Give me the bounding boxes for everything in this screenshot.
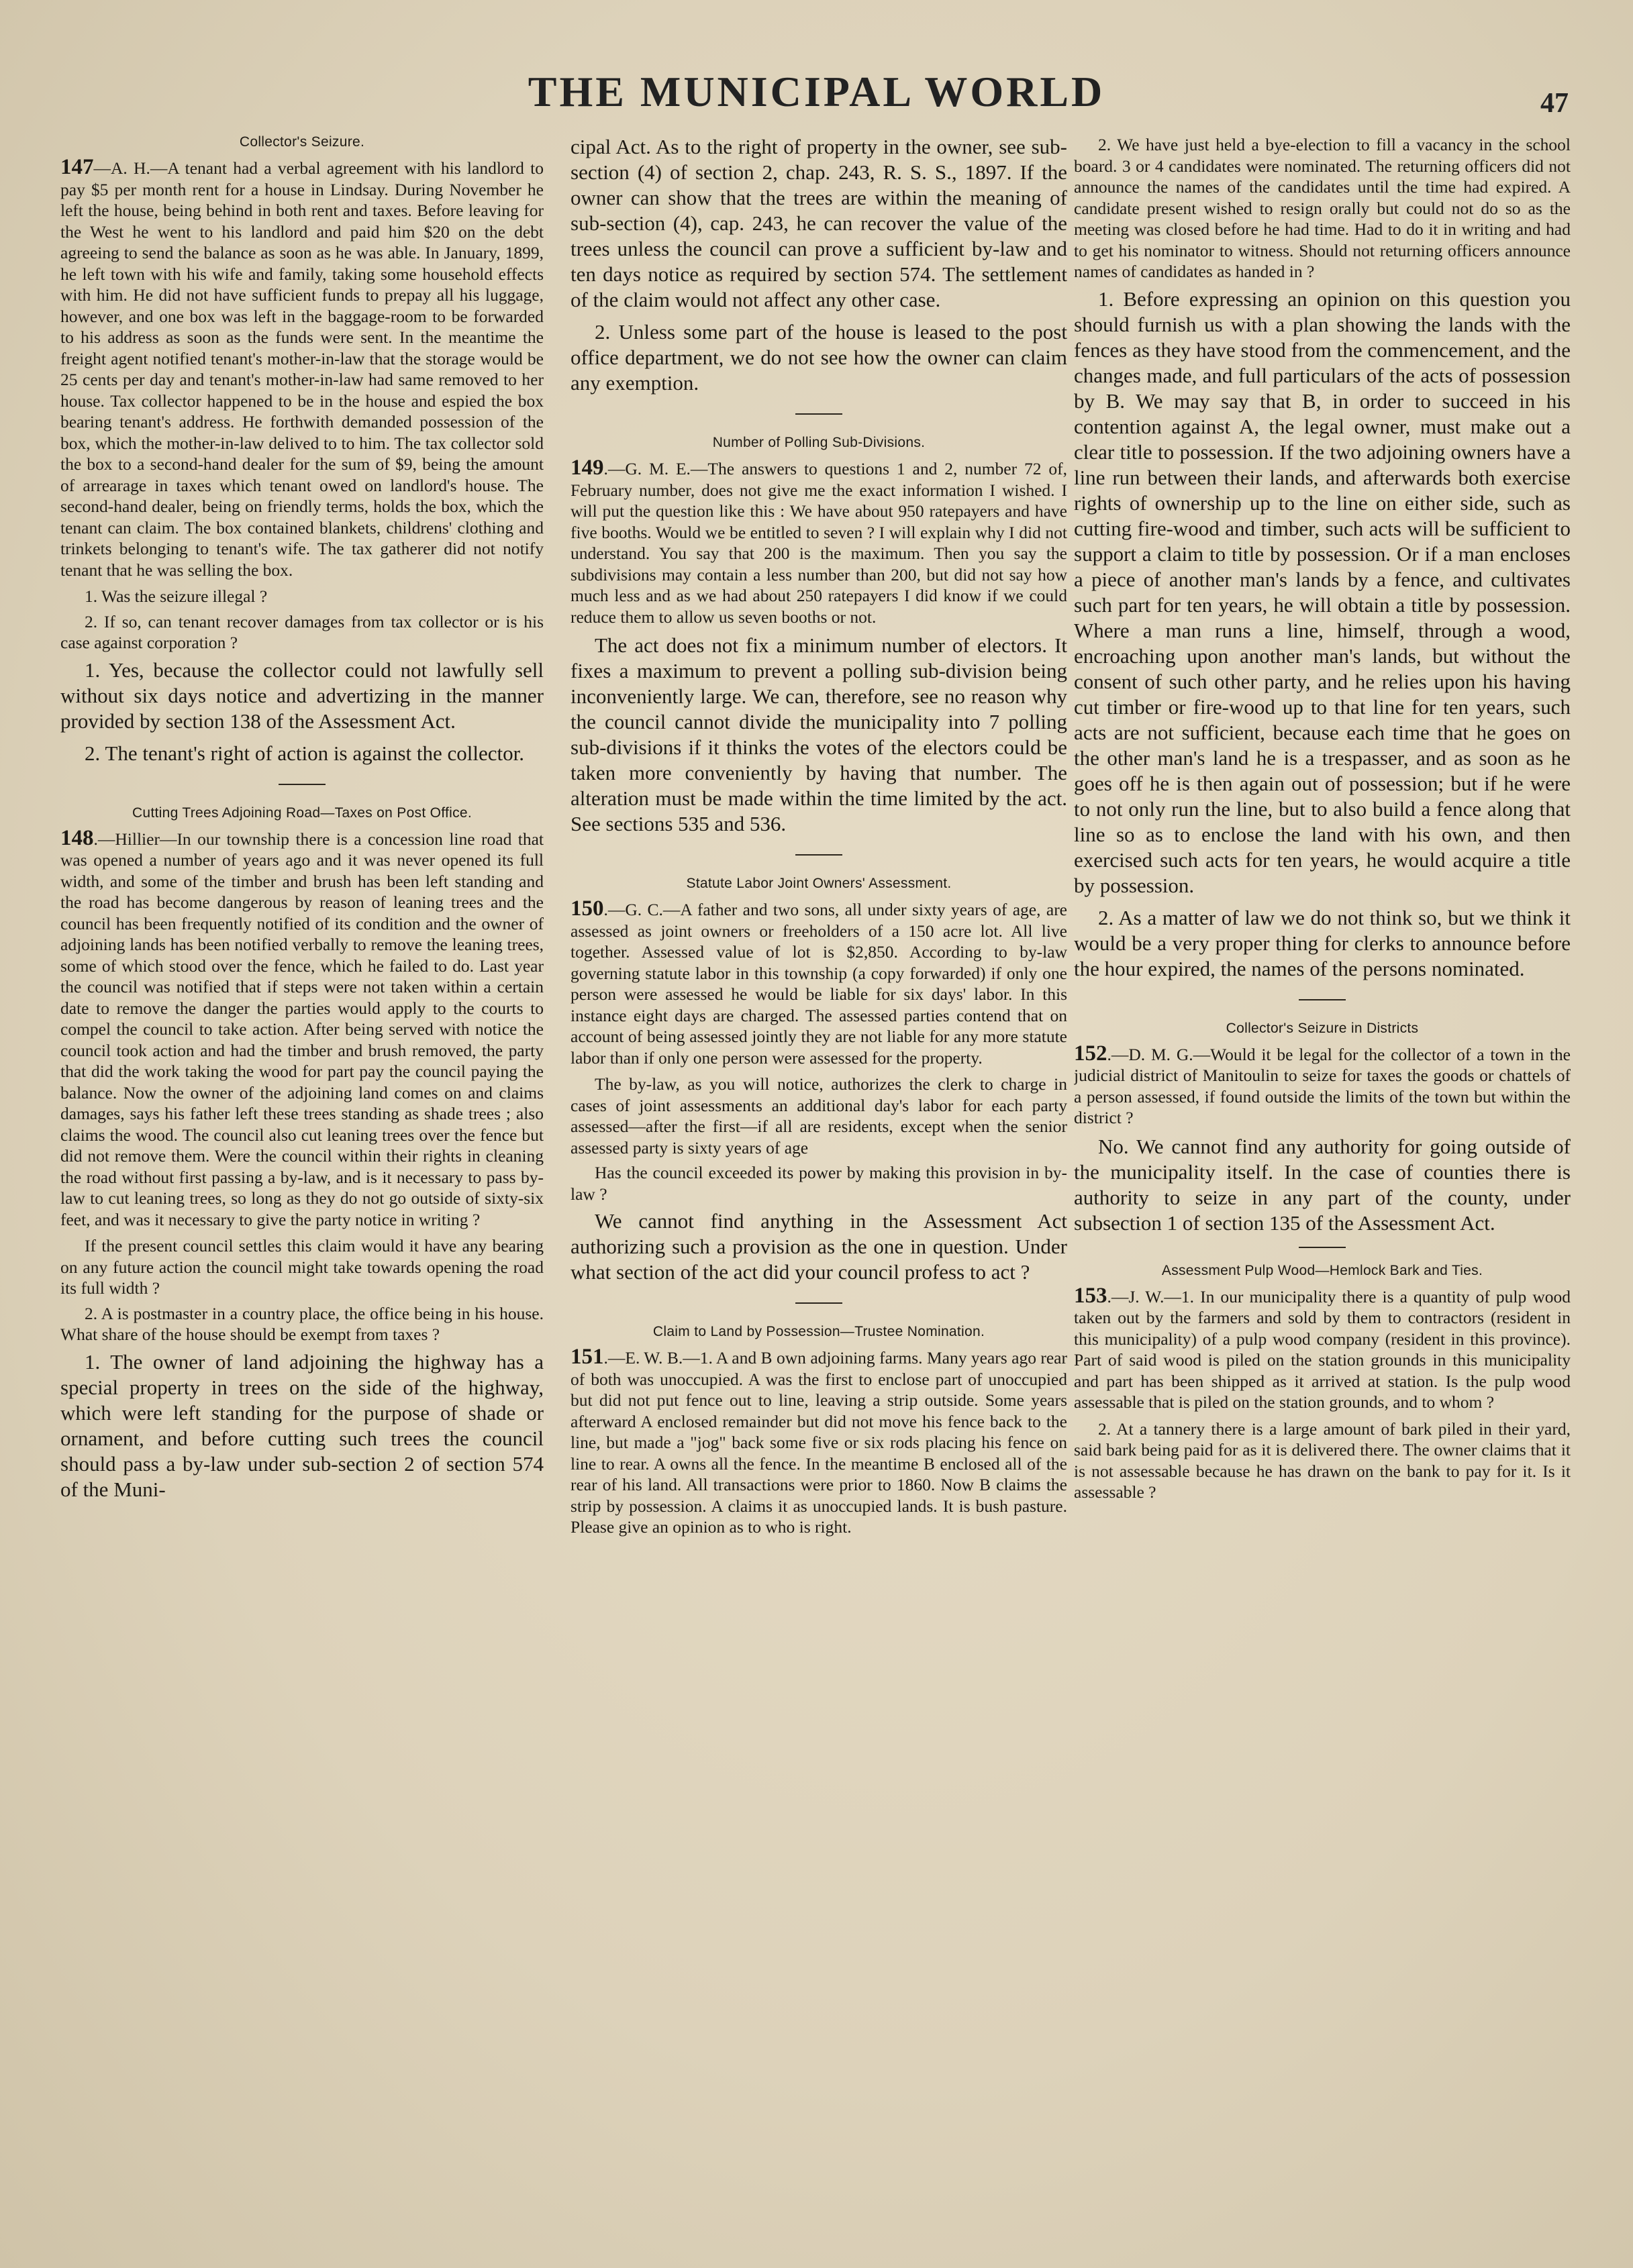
question-147 [60, 157, 544, 580]
question-153 [1074, 1283, 1571, 1413]
question-text: .—J. W.—1. In our municipality there is a quantity of pulp wood taken out by the farmers and sold by them to contractors (resident in this municipality) of a pulp wood company (resident in this province). Part of said wood is piled on the station grounds in this municipality and part has been shipped as it arrived at station. Is the pulp wood assessable that is piled on the station grounds, and to whom ? [1074, 1286, 1571, 1412]
answer-paragraph: 2. As a matter of law we do not think so, but we think it would be a very proper thing for clerks to announce before the hour expired, the names of the persons nominated. [1074, 905, 1571, 980]
column-2 [571, 134, 1067, 2228]
section-heading: Statute Labor Joint Owners' Assessment. [686, 876, 952, 891]
section-divider [1299, 999, 1346, 1000]
column-3 [1074, 134, 1571, 2228]
answer-paragraph: The act does not fix a minimum number of electors. It fixes a maximum to prevent a polling sub-division being inconveniently large. We can, therefore, see no reason why the council cannot divide the municipality into 7 polling sub-divisions if it thinks the votes of the electors could be taken more conveniently by having that number. The alteration must be made within the time limited by the act. See sections 535 and 536. [571, 633, 1067, 835]
question-149 [571, 458, 1067, 627]
section-heading: Assessment Pulp Wood—Hemlock Bark and Ties. [1161, 1262, 1483, 1278]
page-number: 47 [1540, 88, 1569, 119]
question-item: 2. If so, can tenant recover damages from tax collector or is his case against corporation ? [60, 611, 544, 652]
question-number: 152 [1074, 1041, 1107, 1066]
question-text: .—E. W. B.—1. A and B own adjoining farms. Many years ago rear of both was unoccupied. A was the first to enclose part of unoccupied but did not put fence out to line, leaving a strip outside. Some years afterward A enclosed remainder but did not move his fence back to the line, but made a "jog" back some five or six rods placing his fence on line to rear. A owns all the fence. In the meantime B enclosed all of the rear of his land. All transactions were prior to 1860. Now B claims the strip by possession. A claims it as unoccupied lands. It is bush pasture. Please give an opinion as to who is right. [571, 1348, 1067, 1537]
section-divider [1299, 1247, 1346, 1248]
question-number: 149 [571, 456, 604, 480]
section-divider [279, 784, 326, 785]
question-item: 1. Was the seizure illegal ? [85, 586, 268, 606]
question-item: 2. We have just held a bye-election to fill a vacancy in the school board. 3 or 4 candidates were nominated. The returning officers did not announce the names of the candidates until the time had expired. A candidate present wished to resign orally but could not do so as the meeting was closed before he had time. Had to do it in writing and had to get his nominator to witness. Should not returning officers announce names of candidates as handed in ? [1074, 135, 1571, 281]
question-item: The by-law, as you will notice, authorizes the clerk to charge in cases of joint assessments an additional day's labor for each party assessed—after the first—if all are residents, except when the senior assessed party is sixty years of age [571, 1074, 1067, 1157]
question-text: .—G. C.—A father and two sons, all under sixty years of age, are assessed as joint owners or freeholders of a 150 acre lot. All live together. Assessed value of lot is $2,850. According to by-law governing statute labor in this township (a copy forwarded) if only one person were assessed he would be liable for six days' labor. In this instance eight days are charged. The assessed parties contend that on account of being assessed jointly they are not liable for any more statute labor than if only one person were assessed for the property. [571, 900, 1067, 1068]
answer-paragraph: We cannot find anything in the Assessment Act authorizing such a provision as the one in question. Under what section of the act did your council profess to act ? [571, 1209, 1067, 1284]
section-divider [795, 854, 842, 856]
answer-paragraph: cipal Act. As to the right of property in the owner, see sub-section (4) of section 2, chap. 243, R. S. S., 1897. If the owner can show that the trees are within the meaning of sub-section (4), cap. 243, he can recover the value of the trees unless the council can prove a sufficient by-law and ten days notice as required by section 574. The settlement of the claim would not affect any other case. [571, 135, 1067, 311]
section-divider [795, 1302, 842, 1304]
question-number: 150 [571, 896, 604, 921]
section-heading: Claim to Land by Possession—Trustee Nomination. [652, 1324, 985, 1339]
question-item: If the present council settles this claim would it have any bearing on any future action the council might take towards opening the road its full width ? [60, 1236, 544, 1298]
answer-paragraph: 2. The tenant's right of action is against the collector. [85, 741, 524, 765]
section-heading: Collector's Seizure. [239, 134, 365, 150]
masthead: THE MUNICIPAL WORLD [528, 68, 1105, 115]
question-text: .—Hillier—In our township there is a concession line road that was opened a number of years ago and it was never opened its full width, and some of the timber and brush has been left standing and the road has become dangerous by reason of leaning trees and the council has been frequently notified of its condition and the owner of adjoining lands has been notified verbally to remove the leaning trees, some of which stood over the fence, which he failed to do. Last year the council was notified that if steps were not taken within a certain date to remove the danger the parties would apply to the courts to compel the council to take action. After being served with notice the council took action and had the timber and brush removed, the party that did the work taking the wood for part pay the council paying the balance. Now the owner of the adjoining land comes on and claims damages, says his father left these trees standing as shade trees ; also claims the wood. The council also cut leaning trees over the fence but did not remove them. Were the council within their rights in cleaning the road without first passing a by-law, and is it necessary to pass by-law to cut leaning trees, so long as they do not go outside of sixty-six feet, and was it necessary to give the party notice in writing ? [60, 829, 544, 1229]
section-divider [795, 413, 842, 415]
question-text: .—G. M. E.—The answers to questions 1 and 2, number 72 of, February number, does not give me the exact information I wished. I will put the question like this : We have about 950 ratepayers and have five booths. Would we be entitled to seven ? I will explain why I did not understand. You say that 200 is the maximum. Then you say the subdivisions may contain a less number than 200, but did not say how much less and as we had about 250 ratepayers I did know if we could reduce them to allow us seven booths or not. [571, 459, 1067, 627]
answer-paragraph: 1. The owner of land adjoining the highway has a special property in trees on the side of the highway, which were left standing for the purpose of shade or ornament, and before cutting such trees the council should pass a by-law under sub-section 2 of section 574 of the Muni- [60, 1349, 544, 1501]
question-number: 151 [571, 1345, 604, 1369]
answer-paragraph: 1. Yes, because the collector could not lawfully sell without six days notice and advertizing in the manner provided by section 138 of the Assessment Act. [60, 658, 544, 733]
question-number: 153 [1074, 1283, 1107, 1308]
question-item: Has the council exceeded its power by making this provision in by-law ? [571, 1163, 1067, 1204]
section-heading: Number of Polling Sub-Divisions. [712, 435, 926, 450]
section-heading: Collector's Seizure in Districts [1226, 1020, 1419, 1036]
question-text: —A. H.—A tenant had a verbal agreement with his landlord to pay $5 per month rent for a house in Lindsay. During November he left the house, being behind in both rent and taxes. Before leaving for the West he went to his landlord and paid him $20 on the debt agreeing to send the balance as soon as he was able. In January, 1899, he left town with his wife and family, taking some household effects with him. He did not have sufficient funds to prepay all his luggage, however, and one box was left in the baggage-room to be forwarded to his address as soon as the funds were sent. In the meantime the freight agent notified tenant's mother-in-law that the storage would be 25 cents per day and tenant's mother-in-law had same removed to her house. Tax collector happened to be in the house and espied the box bearing tenant's address. He forthwith demanded possession of the box, which the mother-in-law delived to to him. The tax collector sold the box to a second-hand dealer for the sum of $9, being the amount of arrearage in taxes which tenant owed on landlord's house. The second-hand dealer, being on friendly terms, holds the box, which the tenant can claim. The box contained blankets, childrens' clothing and trinkets belonging to tenant's wife. The tax gatherer did not notify tenant that he was selling the box. [60, 158, 544, 580]
question-150 [571, 898, 1067, 1068]
question-152 [1074, 1043, 1571, 1129]
question-number: 148 [60, 825, 94, 850]
answer-paragraph: 1. Before expressing an opinion on this question you should furnish us with a plan showing the lands with the fences as they have stood from the commencement, and the changes made, and full particulars of the acts of possession by B. We may say that B, in order to succeed in his contention against A, the legal owner, must make out a clear title to possession. If the two adjoining owners have a line run between their lands, and afterwards both exercise rights of ownership up to the line on either side, such as cutting fire-wood and timber, such acts will be sufficient to support a claim to title by possession. Or if a man encloses a piece of another man's lands by a fence, and cultivates such part for ten years, he will obtain a title by possession. Where a man runs a line, himself, through a wood, encroaching upon another man's lands, but without the consent of such other party, and he relies upon his having cut timber or fire-wood up to that line for ten years, such acts are not sufficient, because each time that he goes on the other man's land he is a trespasser, and as soon as he goes off he is then again out of possession; but if he were to not only run the line, but to also build a fence along that line so as to enclose the land with his own, and then exercised such acts for ten years, he would acquire a title by possession. [1074, 287, 1571, 897]
question-148 [60, 825, 544, 1231]
question-number: 147 [60, 155, 94, 179]
column-1 [60, 134, 544, 2228]
question-text: .—D. M. G.—Would it be legal for the collector of a town in the judicial district of Manitoulin to seize for taxes the goods or chattels of a person assessed, if found outside the limits of the town but within the district ? [1074, 1044, 1571, 1127]
question-item: 2. At a tannery there is a large amount of bark piled in their yard, said bark being paid for as it is delivered there. The owner claims that it is not assessable because he has drawn on the bank to pay for it. Is it assessable ? [1074, 1419, 1571, 1502]
question-item: 2. A is postmaster in a country place, the office being in his house. What share of the house should be exempt from taxes ? [60, 1303, 544, 1344]
answer-paragraph: No. We cannot find any authority for going outside of the municipality itself. In the case of counties there is authority to seize in any part of the county, under subsection 1 of section 135 of the Assessment Act. [1074, 1134, 1571, 1235]
section-heading: Cutting Trees Adjoining Road—Taxes on Post Office. [132, 805, 473, 821]
answer-paragraph: 2. Unless some part of the house is leased to the post office department, we do not see how the owner can claim any exemption. [571, 320, 1067, 395]
question-151 [571, 1347, 1067, 1538]
